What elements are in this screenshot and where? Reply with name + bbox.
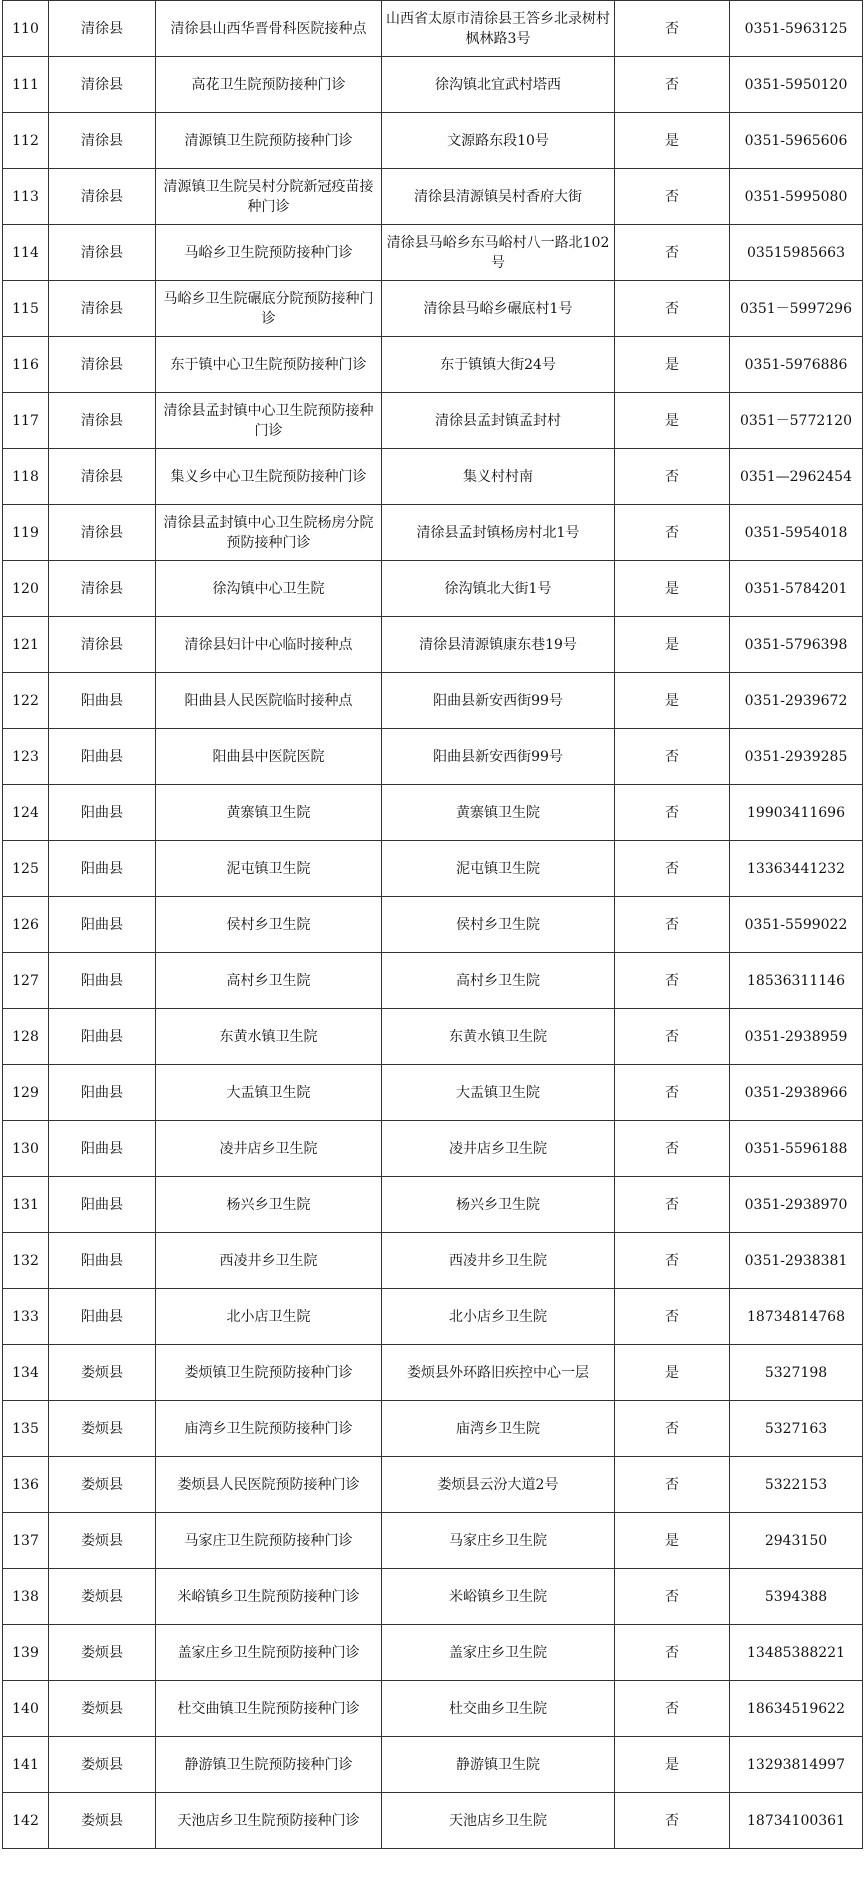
flag-cell: 是 [615,393,730,449]
address-cell: 杜交曲乡卫生院 [382,1681,615,1737]
phone-cell: 0351-2938970 [730,1177,863,1233]
row-number-cell: 126 [3,897,49,953]
phone-cell: 18734100361 [730,1793,863,1849]
address-cell: 大盂镇卫生院 [382,1065,615,1121]
table-row [3,841,863,897]
table-row [3,393,863,449]
table-body [3,1,863,1849]
address-cell: 清徐县马峪乡东马峪村八一路北102号 [382,225,615,281]
phone-cell: 0351-5963125 [730,1,863,57]
flag-cell: 否 [615,1177,730,1233]
flag-cell: 否 [615,505,730,561]
table-row [3,1,863,57]
site-name-cell: 盖家庄乡卫生院预防接种门诊 [156,1625,382,1681]
table-row [3,1569,863,1625]
address-cell: 马家庄乡卫生院 [382,1513,615,1569]
vaccination-sites-table [2,0,863,1849]
flag-cell: 否 [615,1289,730,1345]
flag-cell: 是 [615,617,730,673]
phone-cell: 13485388221 [730,1625,863,1681]
flag-cell: 否 [615,953,730,1009]
row-number-cell: 111 [3,57,49,113]
table-row [3,505,863,561]
row-number-cell: 125 [3,841,49,897]
flag-cell: 否 [615,1569,730,1625]
flag-cell: 是 [615,337,730,393]
site-name-cell: 侯村乡卫生院 [156,897,382,953]
phone-cell: 0351-2938381 [730,1233,863,1289]
flag-cell: 否 [615,729,730,785]
address-cell: 清徐县清源镇吴村香府大街 [382,169,615,225]
flag-cell: 否 [615,1121,730,1177]
row-number-cell: 134 [3,1345,49,1401]
address-cell: 庙湾乡卫生院 [382,1401,615,1457]
site-name-cell: 庙湾乡卫生院预防接种门诊 [156,1401,382,1457]
site-name-cell: 清徐县孟封镇中心卫生院杨房分院预防接种门诊 [156,505,382,561]
county-cell: 清徐县 [49,505,156,561]
flag-cell: 是 [615,561,730,617]
phone-cell: 0351-5950120 [730,57,863,113]
county-cell: 阳曲县 [49,1233,156,1289]
table-row [3,1793,863,1849]
phone-cell: 0351-2939672 [730,673,863,729]
address-cell: 清徐县孟封镇孟封村 [382,393,615,449]
site-name-cell: 清源镇卫生院吴村分院新冠疫苗接种门诊 [156,169,382,225]
table-row [3,1681,863,1737]
site-name-cell: 徐沟镇中心卫生院 [156,561,382,617]
address-cell: 清徐县马峪乡碾底村1号 [382,281,615,337]
county-cell: 娄烦县 [49,1401,156,1457]
site-name-cell: 清徐县孟封镇中心卫生院预防接种门诊 [156,393,382,449]
site-name-cell: 阳曲县人民医院临时接种点 [156,673,382,729]
row-number-cell: 124 [3,785,49,841]
table-row [3,449,863,505]
address-cell: 阳曲县新安西街99号 [382,673,615,729]
address-cell: 文源路东段10号 [382,113,615,169]
table-row [3,785,863,841]
county-cell: 清徐县 [49,561,156,617]
table-row [3,1401,863,1457]
flag-cell: 是 [615,1737,730,1793]
site-name-cell: 清徐县山西华晋骨科医院接种点 [156,1,382,57]
address-cell: 娄烦县云汾大道2号 [382,1457,615,1513]
county-cell: 娄烦县 [49,1569,156,1625]
row-number-cell: 142 [3,1793,49,1849]
phone-cell: 0351-5976886 [730,337,863,393]
address-cell: 阳曲县新安西街99号 [382,729,615,785]
site-name-cell: 西凌井乡卫生院 [156,1233,382,1289]
phone-cell: 18734814768 [730,1289,863,1345]
county-cell: 阳曲县 [49,673,156,729]
phone-cell: 0351-5796398 [730,617,863,673]
county-cell: 清徐县 [49,169,156,225]
row-number-cell: 112 [3,113,49,169]
row-number-cell: 129 [3,1065,49,1121]
table-row [3,1121,863,1177]
table-row [3,953,863,1009]
flag-cell: 否 [615,1793,730,1849]
site-name-cell: 高村乡卫生院 [156,953,382,1009]
table-row [3,1289,863,1345]
county-cell: 阳曲县 [49,841,156,897]
phone-cell: 5322153 [730,1457,863,1513]
table-row [3,1009,863,1065]
row-number-cell: 137 [3,1513,49,1569]
phone-cell: 0351-5965606 [730,113,863,169]
row-number-cell: 136 [3,1457,49,1513]
table-row [3,281,863,337]
site-name-cell: 清源镇卫生院预防接种门诊 [156,113,382,169]
county-cell: 娄烦县 [49,1793,156,1849]
address-cell: 清徐县清源镇康东巷19号 [382,617,615,673]
row-number-cell: 114 [3,225,49,281]
table-row [3,337,863,393]
flag-cell: 是 [615,673,730,729]
address-cell: 清徐县孟封镇杨房村北1号 [382,505,615,561]
table-row [3,1457,863,1513]
address-cell: 北小店乡卫生院 [382,1289,615,1345]
address-cell: 东黄水镇卫生院 [382,1009,615,1065]
county-cell: 阳曲县 [49,729,156,785]
phone-cell: 18536311146 [730,953,863,1009]
phone-cell: 0351-2938959 [730,1009,863,1065]
table-row [3,1737,863,1793]
row-number-cell: 110 [3,1,49,57]
flag-cell: 否 [615,785,730,841]
phone-cell: 13363441232 [730,841,863,897]
county-cell: 清徐县 [49,1,156,57]
address-cell: 徐沟镇北宜武村塔西 [382,57,615,113]
county-cell: 阳曲县 [49,1065,156,1121]
row-number-cell: 141 [3,1737,49,1793]
site-name-cell: 黄寨镇卫生院 [156,785,382,841]
flag-cell: 是 [615,1513,730,1569]
flag-cell: 否 [615,1,730,57]
phone-cell: 0351－5772120 [730,393,863,449]
county-cell: 清徐县 [49,617,156,673]
flag-cell: 否 [615,1233,730,1289]
row-number-cell: 118 [3,449,49,505]
address-cell: 杨兴乡卫生院 [382,1177,615,1233]
county-cell: 娄烦县 [49,1737,156,1793]
county-cell: 清徐县 [49,113,156,169]
phone-cell: 0351—2962454 [730,449,863,505]
flag-cell: 否 [615,1065,730,1121]
site-name-cell: 马峪乡卫生院预防接种门诊 [156,225,382,281]
county-cell: 清徐县 [49,337,156,393]
row-number-cell: 119 [3,505,49,561]
row-number-cell: 133 [3,1289,49,1345]
county-cell: 娄烦县 [49,1345,156,1401]
table-row [3,897,863,953]
phone-cell: 5327163 [730,1401,863,1457]
address-cell: 侯村乡卫生院 [382,897,615,953]
phone-cell: 0351－5997296 [730,281,863,337]
site-name-cell: 集义乡中心卫生院预防接种门诊 [156,449,382,505]
site-name-cell: 马峪乡卫生院碾底分院预防接种门诊 [156,281,382,337]
flag-cell: 否 [615,1009,730,1065]
table-row [3,1233,863,1289]
flag-cell: 否 [615,57,730,113]
county-cell: 阳曲县 [49,1177,156,1233]
address-cell: 天池店乡卫生院 [382,1793,615,1849]
row-number-cell: 116 [3,337,49,393]
phone-cell: 19903411696 [730,785,863,841]
row-number-cell: 117 [3,393,49,449]
county-cell: 清徐县 [49,449,156,505]
flag-cell: 否 [615,225,730,281]
flag-cell: 否 [615,1401,730,1457]
county-cell: 阳曲县 [49,785,156,841]
flag-cell: 否 [615,281,730,337]
row-number-cell: 113 [3,169,49,225]
county-cell: 阳曲县 [49,1289,156,1345]
county-cell: 娄烦县 [49,1625,156,1681]
row-number-cell: 131 [3,1177,49,1233]
flag-cell: 否 [615,1625,730,1681]
address-cell: 黄寨镇卫生院 [382,785,615,841]
flag-cell: 是 [615,113,730,169]
table-row [3,673,863,729]
table-row [3,169,863,225]
phone-cell: 0351-5596188 [730,1121,863,1177]
site-name-cell: 马家庄卫生院预防接种门诊 [156,1513,382,1569]
county-cell: 清徐县 [49,281,156,337]
row-number-cell: 121 [3,617,49,673]
table-row [3,561,863,617]
flag-cell: 否 [615,1457,730,1513]
phone-cell: 13293814997 [730,1737,863,1793]
row-number-cell: 138 [3,1569,49,1625]
site-name-cell: 凌井店乡卫生院 [156,1121,382,1177]
phone-cell: 0351-2939285 [730,729,863,785]
row-number-cell: 139 [3,1625,49,1681]
phone-cell: 0351-5954018 [730,505,863,561]
flag-cell: 否 [615,897,730,953]
site-name-cell: 高花卫生院预防接种门诊 [156,57,382,113]
row-number-cell: 123 [3,729,49,785]
address-cell: 山西省太原市清徐县王答乡北录树村枫林路3号 [382,1,615,57]
site-name-cell: 天池店乡卫生院预防接种门诊 [156,1793,382,1849]
row-number-cell: 120 [3,561,49,617]
row-number-cell: 140 [3,1681,49,1737]
address-cell: 徐沟镇北大街1号 [382,561,615,617]
site-name-cell: 北小店卫生院 [156,1289,382,1345]
phone-cell: 5394388 [730,1569,863,1625]
site-name-cell: 大盂镇卫生院 [156,1065,382,1121]
address-cell: 高村乡卫生院 [382,953,615,1009]
county-cell: 阳曲县 [49,1121,156,1177]
county-cell: 娄烦县 [49,1457,156,1513]
row-number-cell: 128 [3,1009,49,1065]
row-number-cell: 135 [3,1401,49,1457]
table-row [3,1065,863,1121]
address-cell: 娄烦县外环路旧疾控中心一层 [382,1345,615,1401]
phone-cell: 0351-5995080 [730,169,863,225]
table-row [3,1177,863,1233]
phone-cell: 18634519622 [730,1681,863,1737]
site-name-cell: 杨兴乡卫生院 [156,1177,382,1233]
site-name-cell: 泥屯镇卫生院 [156,841,382,897]
phone-cell: 0351-5599022 [730,897,863,953]
table-row [3,617,863,673]
phone-cell: 5327198 [730,1345,863,1401]
row-number-cell: 122 [3,673,49,729]
table-row [3,1513,863,1569]
address-cell: 西凌井乡卫生院 [382,1233,615,1289]
flag-cell: 否 [615,449,730,505]
county-cell: 清徐县 [49,393,156,449]
site-name-cell: 娄烦镇卫生院预防接种门诊 [156,1345,382,1401]
phone-cell: 03515985663 [730,225,863,281]
flag-cell: 是 [615,1345,730,1401]
table-row [3,225,863,281]
phone-cell: 0351-5784201 [730,561,863,617]
site-name-cell: 娄烦县人民医院预防接种门诊 [156,1457,382,1513]
site-name-cell: 东于镇中心卫生院预防接种门诊 [156,337,382,393]
site-name-cell: 东黄水镇卫生院 [156,1009,382,1065]
flag-cell: 否 [615,169,730,225]
site-name-cell: 静游镇卫生院预防接种门诊 [156,1737,382,1793]
row-number-cell: 132 [3,1233,49,1289]
address-cell: 东于镇镇大街24号 [382,337,615,393]
site-name-cell: 阳曲县中医院医院 [156,729,382,785]
county-cell: 阳曲县 [49,897,156,953]
address-cell: 静游镇卫生院 [382,1737,615,1793]
county-cell: 阳曲县 [49,1009,156,1065]
address-cell: 泥屯镇卫生院 [382,841,615,897]
phone-cell: 2943150 [730,1513,863,1569]
site-name-cell: 杜交曲镇卫生院预防接种门诊 [156,1681,382,1737]
flag-cell: 否 [615,841,730,897]
table-row [3,729,863,785]
row-number-cell: 115 [3,281,49,337]
county-cell: 清徐县 [49,225,156,281]
row-number-cell: 130 [3,1121,49,1177]
table-row [3,1625,863,1681]
table-row [3,57,863,113]
address-cell: 集义村村南 [382,449,615,505]
flag-cell: 否 [615,1681,730,1737]
table-row [3,113,863,169]
address-cell: 凌井店乡卫生院 [382,1121,615,1177]
county-cell: 清徐县 [49,57,156,113]
site-name-cell: 清徐县妇计中心临时接种点 [156,617,382,673]
site-name-cell: 米峪镇乡卫生院预防接种门诊 [156,1569,382,1625]
county-cell: 阳曲县 [49,953,156,1009]
phone-cell: 0351-2938966 [730,1065,863,1121]
table-row [3,1345,863,1401]
county-cell: 娄烦县 [49,1681,156,1737]
county-cell: 娄烦县 [49,1513,156,1569]
row-number-cell: 127 [3,953,49,1009]
address-cell: 盖家庄乡卫生院 [382,1625,615,1681]
address-cell: 米峪镇乡卫生院 [382,1569,615,1625]
